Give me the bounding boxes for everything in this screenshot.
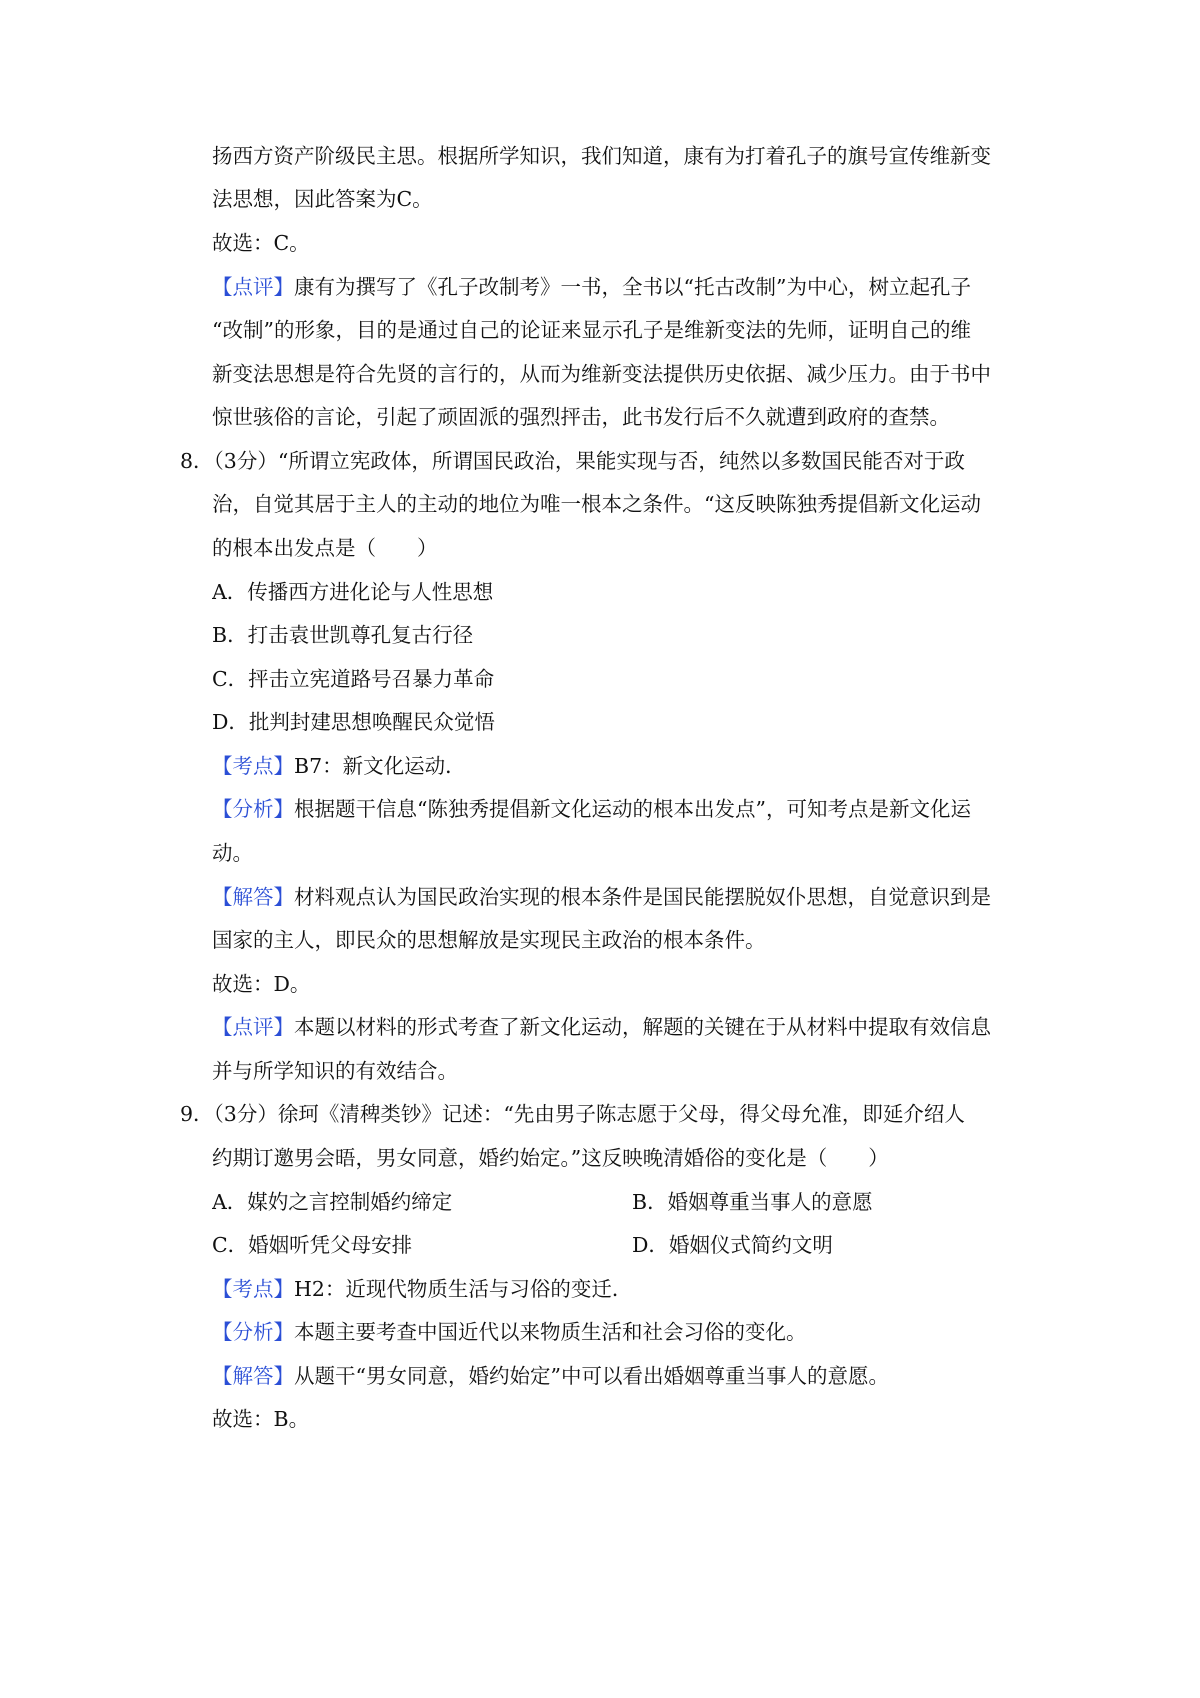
q8-choice: 故选：D。 bbox=[212, 972, 311, 996]
q8-stem-line-1: 8．（3分）“所谓立宪政体，所谓国民政治，果能实现与否，纯然以多数国民能否对于政 bbox=[180, 449, 965, 473]
q8-comment-line-1 bbox=[212, 1010, 1032, 1044]
comment-tag: 【点评】 bbox=[212, 275, 294, 299]
analysis-continuation-line-2: 法思想，因此答案为C。 bbox=[212, 187, 433, 211]
q9-stem-line-2: 约期订邀男会晤，男女同意，婚约始定。”这反映晚清婚俗的变化是（ ） bbox=[212, 1146, 889, 1170]
fenxi-text: 根据题干信息“陈独秀提倡新文化运动的根本出发点”，可知考点是新文化运 bbox=[294, 797, 971, 821]
q8-fenxi-line-2: 动。 bbox=[212, 841, 253, 865]
q9-option-a: A．媒妁之言控制婚约缔定 bbox=[212, 1190, 453, 1214]
q9-option-c: C．婚姻听凭父母安排 bbox=[212, 1233, 413, 1257]
jieda-tag: 【解答】 bbox=[212, 885, 294, 909]
fenxi-tag: 【分析】 bbox=[212, 1320, 294, 1344]
q9-options-row-1 bbox=[212, 1185, 1032, 1219]
q8-kaodian bbox=[212, 749, 1032, 783]
q9-options-row-2 bbox=[212, 1228, 1032, 1262]
q9-kaodian bbox=[212, 1272, 1032, 1306]
jieda-text: 从题干“男女同意，婚约始定”中可以看出婚姻尊重当事人的意愿。 bbox=[294, 1364, 889, 1388]
q8-fenxi-line-1 bbox=[212, 792, 1032, 826]
comment-text: 本题以材料的形式考查了新文化运动，解题的关键在于从材料中提取有效信息 bbox=[294, 1015, 991, 1039]
q9-choice: 故选：B。 bbox=[212, 1407, 310, 1431]
q8-stem-line-3: 的根本出发点是（ ） bbox=[212, 536, 438, 560]
q7-comment-line-3: 新变法思想是符合先贤的言行的，从而为维新变法提供历史依据、减少压力。由于书中 bbox=[212, 362, 991, 386]
kaodian-tag: 【考点】 bbox=[212, 1277, 294, 1301]
fenxi-tag: 【分析】 bbox=[212, 797, 294, 821]
q8-option-b: B．打击袁世凯尊孔复古行径 bbox=[212, 623, 474, 647]
q8-option-c: C．抨击立宪道路号召暴力革命 bbox=[212, 667, 495, 691]
q9-jieda bbox=[212, 1359, 1032, 1393]
kaodian-text: B7：新文化运动． bbox=[294, 754, 466, 778]
fenxi-text: 本题主要考查中国近代以来物质生活和社会习俗的变化。 bbox=[294, 1320, 807, 1344]
kaodian-text: H2：近现代物质生活与习俗的变迁． bbox=[294, 1277, 633, 1301]
q7-comment-line-1 bbox=[212, 270, 1032, 304]
comment-text: 康有为撰写了《孔子改制考》一书，全书以“托古改制”为中心，树立起孔子 bbox=[294, 275, 971, 299]
q7-comment-line-4: 惊世骇俗的言论，引起了顽固派的强烈抨击，此书发行后不久就遭到政府的查禁。 bbox=[212, 405, 950, 429]
q8-comment-line-2: 并与所学知识的有效结合。 bbox=[212, 1059, 458, 1083]
q8-option-a: A．传播西方进化论与人性思想 bbox=[212, 580, 494, 604]
comment-tag: 【点评】 bbox=[212, 1015, 294, 1039]
q9-option-d: D．婚姻仪式简约文明 bbox=[632, 1233, 833, 1257]
q9-fenxi bbox=[212, 1315, 1032, 1349]
q9-option-b: B．婚姻尊重当事人的意愿 bbox=[632, 1190, 873, 1214]
q8-jieda-line-1 bbox=[212, 880, 1032, 914]
kaodian-tag: 【考点】 bbox=[212, 754, 294, 778]
q7-comment-line-2: “改制”的形象，目的是通过自己的论证来显示孔子是维新变法的先师，证明自己的维 bbox=[212, 318, 971, 342]
jieda-text: 材料观点认为国民政治实现的根本条件是国民能摆脱奴仆思想，自觉意识到是 bbox=[294, 885, 991, 909]
q7-choice: 故选：C。 bbox=[212, 231, 310, 255]
q8-stem-line-2: 治，自觉其居于主人的主动的地位为唯一根本之条件。“这反映陈独秀提倡新文化运动 bbox=[212, 492, 981, 516]
q8-option-d: D．批判封建思想唤醒民众觉悟 bbox=[212, 710, 495, 734]
q8-jieda-line-2: 国家的主人，即民众的思想解放是实现民主政治的根本条件。 bbox=[212, 928, 766, 952]
analysis-continuation-line-1: 扬西方资产阶级民主思。根据所学知识，我们知道，康有为打着孔子的旗号宣传维新变 bbox=[212, 144, 991, 168]
jieda-tag: 【解答】 bbox=[212, 1364, 294, 1388]
q9-stem-line-1: 9．（3分）徐珂《清稗类钞》记述：“先由男子陈志愿于父母，得父母允准，即延介绍人 bbox=[180, 1102, 965, 1126]
